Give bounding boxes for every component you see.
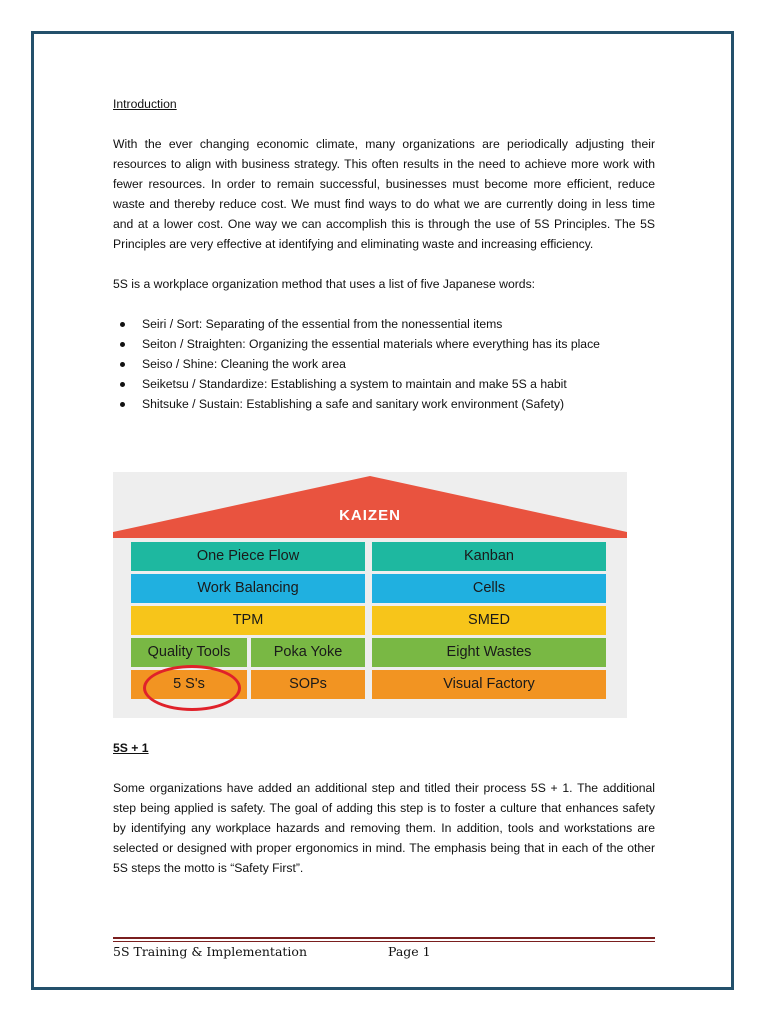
intro-paragraph: With the ever changing economic climate, many organizations are periodically adjusting their resources to align with business strategy. This often results in the need to achieve more work with fewer resources. In order to remain successful, businesses must become more efficient, reduce waste and thereby reduce cost. We must find ways to do what we are currently doing in less time and at a lower cost. One way we can accomplish this is through the use of 5S Principles. The 5S Principles are very effective at identifying and eliminating waste and increasing efficiency. (113, 137, 655, 251)
footer-page-number: Page 1 (388, 944, 431, 959)
cell-eight-wastes: Eight Wastes (372, 638, 606, 667)
cell-cells: Cells (372, 574, 606, 603)
list-item: Seiri / Sort: Separating of the essential from the nonessential items (142, 314, 655, 334)
intro-heading: Introduction (113, 97, 177, 111)
cell-work-balancing: Work Balancing (131, 574, 365, 603)
section-5s-plus-one (113, 738, 655, 898)
cell-one-piece-flow: One Piece Flow (131, 542, 365, 571)
cell-quality-tools: Quality Tools (131, 638, 247, 667)
section2-heading: 5S + 1 (113, 741, 149, 755)
list-item: Seiso / Shine: Cleaning the work area (142, 354, 655, 374)
footer-rule (113, 941, 655, 942)
footer-doc-title: 5S Training & Implementation (113, 944, 307, 959)
section2-paragraph: Some organizations have added an additional step and titled their process 5S + 1. The additional step being applied is safety. The goal of adding this step is to foster a culture that enhances safety by identifying any workplace hazards and removing them. In addition, tools and workstations are selected or designed with proper ergonomics in mind. The emphasis being that in each of the other 5S steps the motto is “Safety First”. (113, 781, 655, 875)
cell-visual-factory: Visual Factory (372, 670, 606, 699)
cell-poka-yoke: Poka Yoke (251, 638, 365, 667)
cell-tpm: TPM (131, 606, 365, 635)
intro-lead: 5S is a workplace organization method that uses a list of five Japanese words: (113, 277, 536, 291)
highlight-circle (143, 665, 241, 711)
cell-sops: SOPs (251, 670, 365, 699)
list-item: Seiton / Straighten: Organizing the essential materials where everything has its place (142, 334, 655, 354)
intro-section (113, 94, 655, 434)
cell-smed: SMED (372, 606, 606, 635)
list-item: Seiketsu / Standardize: Establishing a system to maintain and make 5S a habit (142, 374, 655, 394)
cell-kanban: Kanban (372, 542, 606, 571)
principles-list (113, 314, 655, 414)
kaizen-roof-label: KAIZEN (339, 507, 401, 524)
footer-rule (113, 937, 655, 939)
list-item: Shitsuke / Sustain: Establishing a safe and sanitary work environment (Safety) (142, 394, 655, 414)
cell-five-s: 5 S's (131, 670, 247, 699)
